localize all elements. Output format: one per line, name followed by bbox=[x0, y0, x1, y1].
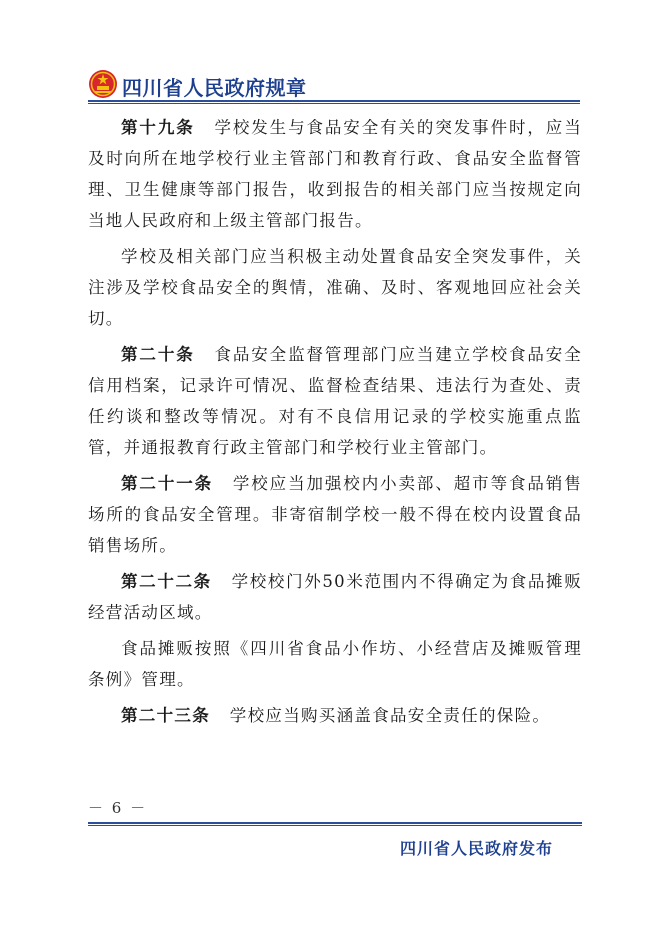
national-emblem-icon bbox=[88, 69, 118, 99]
article-text: 学校应当加强校内小卖部、超市等食品销售场所的食品安全管理。非寄宿制学校一般不得在校内设置食品销售场所。 bbox=[88, 474, 583, 555]
article-heading: 第二十二条 bbox=[121, 572, 212, 591]
header-divider bbox=[88, 100, 580, 102]
article-text: 学校校门外50米范围内不得确定为食品摊贩经营活动区域。 bbox=[88, 572, 583, 622]
article-text: 学校及相关部门应当积极主动处置食品安全突发事件，关注涉及学校食品安全的舆情，准确、及时、客观地回应社会关切。 bbox=[88, 247, 582, 328]
article-heading: 第二十一条 bbox=[121, 474, 214, 493]
footer-divider bbox=[88, 822, 582, 824]
article-paragraph bbox=[88, 241, 582, 334]
article-text: 学校应当购买涵盖食品安全责任的保险。 bbox=[229, 706, 551, 725]
header-divider-thin bbox=[88, 103, 580, 104]
document-body bbox=[88, 112, 582, 736]
article-heading: 第十九条 bbox=[121, 118, 195, 137]
article-paragraph bbox=[88, 339, 582, 463]
publisher-label: 四川省人民政府发布 bbox=[400, 839, 554, 858]
footer-divider-thin bbox=[88, 825, 582, 826]
article-paragraph bbox=[88, 633, 582, 695]
article-heading: 第二十三条 bbox=[121, 706, 210, 725]
article-paragraph bbox=[88, 566, 582, 628]
article-paragraph bbox=[88, 112, 582, 236]
article-paragraph bbox=[88, 468, 582, 561]
article-text: 学校发生与食品安全有关的突发事件时，应当及时向所在地学校行业主管部门和教育行政、食品安全监督管理、卫生健康等部门报告，收到报告的相关部门应当按规定向当地人民政府和上级主管部门报告。 bbox=[88, 118, 583, 230]
page-number: － 6 － bbox=[88, 799, 148, 817]
article-text: 食品摊贩按照《四川省食品小作坊、小经营店及摊贩管理条例》管理。 bbox=[88, 639, 582, 689]
article-text: 食品安全监督管理部门应当建立学校食品安全信用档案，记录许可情况、监督检查结果、违法行为查处、责任约谈和整改等情况。对有不良信用记录的学校实施重点监管，并通报教育行政主管部门和学校行业主管部门。 bbox=[88, 345, 583, 457]
article-heading: 第二十条 bbox=[121, 345, 195, 364]
header-title: 四川省人民政府规章 bbox=[122, 76, 307, 100]
article-paragraph bbox=[88, 700, 582, 731]
document-header bbox=[88, 68, 580, 104]
